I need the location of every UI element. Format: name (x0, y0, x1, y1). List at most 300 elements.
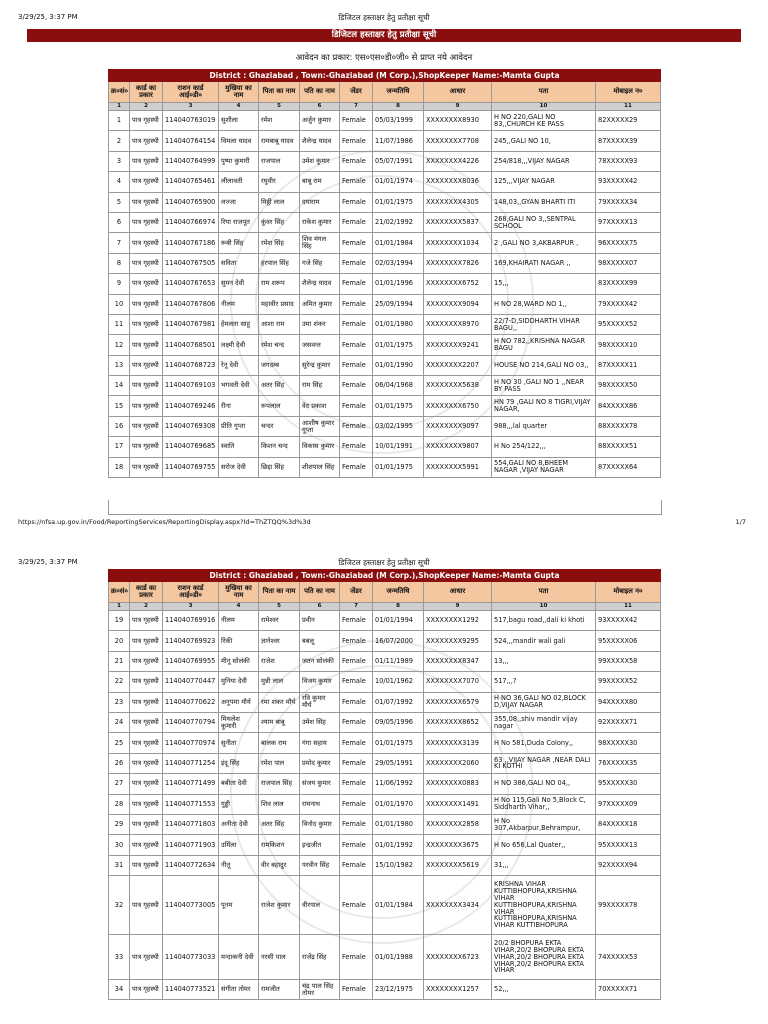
birth-date-cell: 01/01/1992 (373, 835, 424, 855)
aadhaar-cell: XXXXXXXX0883 (424, 774, 492, 794)
column-number: 9 (424, 103, 492, 111)
serial-no-cell: 1 (109, 111, 130, 131)
card-type-cell: पात्र गृहस्थी (130, 233, 163, 253)
head-name-cell: इंदू सिंह (219, 753, 259, 773)
head-name-cell: पुष्पा कुमारी (219, 151, 259, 171)
father-name-cell: कुंवर सिंह (259, 212, 300, 232)
mobile-cell: 76XXXXX35 (596, 753, 661, 773)
header-address: पता (492, 82, 596, 103)
mobile-cell: 99XXXXX58 (596, 651, 661, 671)
birth-date-cell: 23/12/1975 (373, 980, 424, 1000)
ration-card-id-cell: 114040769955 (163, 651, 219, 671)
head-name-cell: लीलावती (219, 172, 259, 192)
father-name-cell: रघुवीर (259, 172, 300, 192)
mobile-cell: 98XXXXX10 (596, 335, 661, 355)
head-name-cell: बबीता देवी (219, 774, 259, 794)
father-name-cell: हरपाल सिंह (259, 253, 300, 273)
gender-cell: Female (340, 314, 373, 334)
serial-no-cell: 3 (109, 151, 130, 171)
husband-name-cell: शैलेन्द्र यादव (300, 131, 340, 151)
head-name-cell: संगीता तोमर (219, 980, 259, 1000)
father-name-cell: राजेश कुमार (259, 876, 300, 935)
page-url[interactable]: https://nfsa.up.gov.in/Food/ReportingServices/ReportingDisplay.aspx?Id=ThZTQQ%3d%3d (18, 518, 311, 526)
aadhaar-cell: XXXXXXXX9295 (424, 631, 492, 651)
address-cell: H No 307,Akbarpur,Behrampur, (492, 814, 596, 834)
card-type-cell: पात्र गृहस्थी (130, 774, 163, 794)
header-father-name: पिता का नाम (259, 82, 300, 103)
mobile-cell: 92XXXXX71 (596, 712, 661, 732)
ration-card-id-cell: 114040771803 (163, 814, 219, 834)
table-row (109, 692, 661, 712)
birth-date-cell: 01/01/1974 (373, 172, 424, 192)
serial-no-cell: 2 (109, 131, 130, 151)
address-cell: H No 581,Duda Colony,, (492, 733, 596, 753)
aadhaar-cell: XXXXXXXX5837 (424, 212, 492, 232)
aadhaar-cell: XXXXXXXX6750 (424, 396, 492, 416)
aadhaar-cell: XXXXXXXX5991 (424, 457, 492, 477)
header-card-type: कार्ड का प्रकार (130, 82, 163, 103)
table-row (109, 855, 661, 875)
gender-cell: Female (340, 111, 373, 131)
header-aadhaar: आधार (424, 82, 492, 103)
head-name-cell: लज्जा (219, 192, 259, 212)
header-address: पता (492, 582, 596, 603)
husband-name-cell: शीशपाल सिंह (300, 457, 340, 477)
birth-date-cell: 21/02/1992 (373, 212, 424, 232)
mobile-cell: 95XXXXX06 (596, 631, 661, 651)
birth-date-cell: 01/01/1988 (373, 935, 424, 980)
column-number: 11 (596, 103, 661, 111)
address-cell: 988,,,lal quarter (492, 416, 596, 436)
table-row (109, 814, 661, 834)
card-type-cell: पात्र गृहस्थी (130, 192, 163, 212)
column-number: 3 (163, 603, 219, 611)
address-cell: 20/2 BHOPURA EKTA VIHAR,20/2 BHOPURA EKTA VIHAR,20/2 BHOPURA EKTA VIHAR,20/2 BHOPURA EKTA VIHAR (492, 935, 596, 980)
address-cell: 15,,, (492, 274, 596, 294)
header-card-type: कार्ड का प्रकार (130, 582, 163, 603)
card-type-cell: पात्र गृहस्थी (130, 355, 163, 375)
father-name-cell: जगदम्ब (259, 355, 300, 375)
serial-no-cell: 14 (109, 376, 130, 396)
address-cell: 125,,,VIJAY NAGAR (492, 172, 596, 192)
ration-card-id-cell: 114040769923 (163, 631, 219, 651)
gender-cell: Female (340, 631, 373, 651)
table-row (109, 733, 661, 753)
father-name-cell: रामकिशन (259, 835, 300, 855)
serial-no-cell: 34 (109, 980, 130, 1000)
birth-date-cell: 10/01/1962 (373, 672, 424, 692)
aadhaar-cell: XXXXXXXX1491 (424, 794, 492, 814)
card-type-cell: पात्र गृहस्थी (130, 935, 163, 980)
serial-no-cell: 12 (109, 335, 130, 355)
serial-no-cell: 24 (109, 712, 130, 732)
mobile-cell: 79XXXXX34 (596, 192, 661, 212)
father-name-cell: रामबाबू यादव (259, 131, 300, 151)
card-type-cell: पात्र गृहस्थी (130, 437, 163, 457)
table-row (109, 151, 661, 171)
card-type-cell: पात्र गृहस्थी (130, 692, 163, 712)
father-name-cell: रामजीत (259, 980, 300, 1000)
table-row (109, 233, 661, 253)
serial-no-cell: 7 (109, 233, 130, 253)
father-name-cell: रमा शंकर मौर्य (259, 692, 300, 712)
birth-date-cell: 11/07/1986 (373, 131, 424, 151)
card-type-cell: पात्र गृहस्थी (130, 151, 163, 171)
mobile-cell: 84XXXXX18 (596, 814, 661, 834)
birth-date-cell: 01/01/1975 (373, 192, 424, 212)
gender-cell: Female (340, 794, 373, 814)
header-mobile: मोबाइल न० (596, 82, 661, 103)
column-number: 6 (300, 603, 340, 611)
column-number: 6 (300, 103, 340, 111)
aadhaar-cell: XXXXXXXX3139 (424, 733, 492, 753)
aadhaar-cell: XXXXXXXX9241 (424, 335, 492, 355)
father-name-cell: अतर सिंह (259, 376, 300, 396)
print-timestamp: 3/29/25, 3:37 PM (18, 558, 78, 566)
header-husband-name: पति का नाम (300, 582, 340, 603)
head-name-cell: अनुपमा मौर्य (219, 692, 259, 712)
mobile-cell: 92XXXXX94 (596, 855, 661, 875)
husband-name-cell: गंगा सहाय (300, 733, 340, 753)
address-cell: H NO 36,GALI NO 02,BLOCK D,VIJAY NAGAR (492, 692, 596, 712)
address-cell: 13,,, (492, 651, 596, 671)
serial-no-cell: 5 (109, 192, 130, 212)
head-name-cell: नीतू (219, 855, 259, 875)
table-blank-tail (108, 500, 662, 515)
ration-card-id-cell: 114040769308 (163, 416, 219, 436)
column-number: 8 (373, 603, 424, 611)
head-name-cell: मन्दाकनी देवी (219, 935, 259, 980)
card-type-cell: पात्र गृहस्थी (130, 814, 163, 834)
head-name-cell: गुड्डी (219, 794, 259, 814)
column-number: 8 (373, 103, 424, 111)
father-name-cell: रमेश पाल (259, 753, 300, 773)
aadhaar-cell: XXXXXXXX2060 (424, 753, 492, 773)
aadhaar-cell: XXXXXXXX4305 (424, 192, 492, 212)
table-row (109, 172, 661, 192)
table-page1 (108, 69, 660, 478)
father-name-cell: श्याम बाबू (259, 712, 300, 732)
address-cell: H NO 28,WARD NO 1,, (492, 294, 596, 314)
address-cell: H No 115,Gali No 5,Block C, Siddharth Vihar,, (492, 794, 596, 814)
table-row (109, 611, 661, 631)
husband-name-cell: दयाराम (300, 192, 340, 212)
mobile-cell: 98XXXXX07 (596, 253, 661, 273)
head-name-cell: मुनिया देवी (219, 672, 259, 692)
birth-date-cell: 01/01/1975 (373, 733, 424, 753)
serial-no-cell: 16 (109, 416, 130, 436)
head-name-cell: पूनम (219, 876, 259, 935)
father-name-cell: अतर सिंह (259, 814, 300, 834)
address-cell: H NO 220,GALI NO 83,,CHURCH KE PASS (492, 111, 596, 131)
aadhaar-cell: XXXXXXXX8652 (424, 712, 492, 732)
print-timestamp: 3/29/25, 3:37 PM (18, 13, 78, 21)
ration-card-id-cell: 114040770447 (163, 672, 219, 692)
table-row (109, 212, 661, 232)
mobile-cell: 79XXXXX42 (596, 294, 661, 314)
mobile-cell: 94XXXXX80 (596, 692, 661, 712)
ration-card-id-cell: 114040764154 (163, 131, 219, 151)
husband-name-cell: विजय कुमार (300, 672, 340, 692)
gender-cell: Female (340, 131, 373, 151)
head-name-cell: अनीता देवी (219, 814, 259, 834)
head-name-cell: उर्मिला (219, 835, 259, 855)
serial-no-cell: 32 (109, 876, 130, 935)
table-row (109, 457, 661, 477)
header-gender: जेंडर (340, 82, 373, 103)
card-type-cell: पात्र गृहस्थी (130, 733, 163, 753)
address-cell: 63 ,,VIJAY NAGAR ,NEAR DALI KI KOTHI (492, 753, 596, 773)
address-cell: 524,,,mandir wali gali (492, 631, 596, 651)
address-cell: 517,bagu road,,dali ki khoti (492, 611, 596, 631)
father-name-cell: बालक राम (259, 733, 300, 753)
serial-no-cell: 11 (109, 314, 130, 334)
column-number: 4 (219, 603, 259, 611)
header-gender: जेंडर (340, 582, 373, 603)
gender-cell: Female (340, 774, 373, 794)
aadhaar-cell: XXXXXXXX9097 (424, 416, 492, 436)
address-cell: 169,KHAIRATI NAGAR ,, (492, 253, 596, 273)
father-name-cell: राम शरूप (259, 274, 300, 294)
address-cell: H No 656,Lal Quater,, (492, 835, 596, 855)
serial-no-cell: 25 (109, 733, 130, 753)
ration-card-id-cell: 114040767505 (163, 253, 219, 273)
serial-no-cell: 20 (109, 631, 130, 651)
column-number: 7 (340, 103, 373, 111)
table-row (109, 651, 661, 671)
card-type-cell: पात्र गृहस्थी (130, 212, 163, 232)
mobile-cell: 95XXXXX13 (596, 835, 661, 855)
card-type-cell: पात्र गृहस्थी (130, 753, 163, 773)
column-number: 1 (109, 103, 130, 111)
gender-cell: Female (340, 651, 373, 671)
birth-date-cell: 05/03/1999 (373, 111, 424, 131)
serial-no-cell: 13 (109, 355, 130, 375)
column-number: 1 (109, 603, 130, 611)
birth-date-cell: 01/01/1975 (373, 396, 424, 416)
address-cell: H NO 782,,KRISHNA NAGAR BAGU (492, 335, 596, 355)
table-row (109, 355, 661, 375)
card-type-cell: पात्र गृहस्थी (130, 396, 163, 416)
address-cell: 254/818,,,VIJAY NAGAR (492, 151, 596, 171)
mobile-cell: 99XXXXX52 (596, 672, 661, 692)
gender-cell: Female (340, 335, 373, 355)
column-number: 10 (492, 603, 596, 611)
husband-name-cell: शैलेन्द्र यादव (300, 274, 340, 294)
ration-card-id-cell: 114040773521 (163, 980, 219, 1000)
gender-cell: Female (340, 355, 373, 375)
mobile-cell: 97XXXXX13 (596, 212, 661, 232)
address-cell: H No 254/122,,, (492, 437, 596, 457)
birth-date-cell: 01/07/1992 (373, 692, 424, 712)
serial-no-cell: 6 (109, 212, 130, 232)
card-type-cell: पात्र गृहस्थी (130, 294, 163, 314)
table-row (109, 314, 661, 334)
husband-name-cell: रवि कुमार मौर्य (300, 692, 340, 712)
address-cell: 268,GALI NO 3,,SENTPAL SCHOOL (492, 212, 596, 232)
aadhaar-cell: XXXXXXXX9807 (424, 437, 492, 457)
ration-card-id-cell: 114040769103 (163, 376, 219, 396)
father-name-cell: राजपाल (259, 151, 300, 171)
gender-cell: Female (340, 192, 373, 212)
mobile-cell: 82XXXXX29 (596, 111, 661, 131)
serial-no-cell: 18 (109, 457, 130, 477)
birth-date-cell: 05/07/1991 (373, 151, 424, 171)
husband-name-cell: बाबू राम (300, 172, 340, 192)
address-cell: 245,,GALI NO 10, (492, 131, 596, 151)
aadhaar-cell: XXXXXXXX7826 (424, 253, 492, 273)
gender-cell: Female (340, 712, 373, 732)
head-name-cell: रीना (219, 396, 259, 416)
table-row (109, 294, 661, 314)
card-type-cell: पात्र गृहस्थी (130, 376, 163, 396)
address-cell: H NO 386,GALI NO 04,, (492, 774, 596, 794)
address-cell: HN 79 ,GALI NO 8 TIGRI,VIJAY NAGAR, (492, 396, 596, 416)
ration-card-id-cell: 114040766974 (163, 212, 219, 232)
husband-name-cell: राम सिंह (300, 376, 340, 396)
ration-card-id-cell: 114040770974 (163, 733, 219, 753)
mobile-cell: 88XXXXX78 (596, 416, 661, 436)
header-ration-card-id: राशन कार्ड आई०डी० (163, 82, 219, 103)
table-row (109, 774, 661, 794)
header-ration-card-id: राशन कार्ड आई०डी० (163, 582, 219, 603)
husband-name-cell: संजय कुमार (300, 774, 340, 794)
table-row (109, 935, 661, 980)
father-name-cell: वीर बहादुर (259, 855, 300, 875)
mobile-cell: 70XXXXX71 (596, 980, 661, 1000)
table-row (109, 712, 661, 732)
gender-cell: Female (340, 376, 373, 396)
gender-cell: Female (340, 611, 373, 631)
gender-cell: Female (340, 294, 373, 314)
gender-cell: Female (340, 274, 373, 294)
husband-name-cell: सुरेन्द्र कुमार (300, 355, 340, 375)
aadhaar-cell: XXXXXXXX2207 (424, 355, 492, 375)
birth-date-cell: 01/01/1996 (373, 274, 424, 294)
serial-no-cell: 9 (109, 274, 130, 294)
ration-card-id-cell: 114040765461 (163, 172, 219, 192)
ration-card-id-cell: 114040768723 (163, 355, 219, 375)
ration-card-id-cell: 114040767186 (163, 233, 219, 253)
header-birth-date: जन्मतिथि (373, 582, 424, 603)
husband-name-cell: वीरपाल (300, 876, 340, 935)
header-title: डिजिटल हस्ताक्षर हेतु प्रतीक्षा सूची (338, 558, 430, 567)
ration-card-id-cell: 114040771254 (163, 753, 219, 773)
table-page2 (108, 569, 660, 1000)
father-name-cell: रूपलाल (259, 396, 300, 416)
column-number: 2 (130, 603, 163, 611)
gender-cell: Female (340, 692, 373, 712)
ration-card-id-cell: 114040771903 (163, 835, 219, 855)
ration-card-id-cell: 114040773005 (163, 876, 219, 935)
ration-card-id-cell: 114040771499 (163, 774, 219, 794)
aadhaar-cell: XXXXXXXX1034 (424, 233, 492, 253)
husband-name-cell: आशीष कुमार गुप्ता (300, 416, 340, 436)
ration-card-id-cell: 114040772634 (163, 855, 219, 875)
head-name-cell: रेनू देवी (219, 355, 259, 375)
birth-date-cell: 01/01/1984 (373, 876, 424, 935)
gender-cell: Female (340, 151, 373, 171)
aadhaar-cell: XXXXXXXX8930 (424, 111, 492, 131)
column-number: 11 (596, 603, 661, 611)
aadhaar-cell: XXXXXXXX7708 (424, 131, 492, 151)
head-name-cell: प्रीति गुप्ता (219, 416, 259, 436)
husband-name-cell: राजेंद्र सिंह (300, 935, 340, 980)
gender-cell: Female (340, 855, 373, 875)
column-number: 3 (163, 103, 219, 111)
column-number: 4 (219, 103, 259, 111)
head-name-cell: नीलम (219, 294, 259, 314)
page1-header (0, 10, 768, 24)
ration-card-id-cell: 114040768501 (163, 335, 219, 355)
aadhaar-cell: XXXXXXXX5619 (424, 855, 492, 875)
header-head-name: मुखिया का नाम (219, 82, 259, 103)
gender-cell: Female (340, 835, 373, 855)
aadhaar-cell: XXXXXXXX8036 (424, 172, 492, 192)
birth-date-cell: 11/06/1992 (373, 774, 424, 794)
father-name-cell: नरसी पाल (259, 935, 300, 980)
serial-no-cell: 26 (109, 753, 130, 773)
husband-name-cell: उमेश सिंह (300, 712, 340, 732)
table-row (109, 416, 661, 436)
husband-name-cell: विनोद कुमार (300, 814, 340, 834)
husband-name-cell: परवीन सिंह (300, 855, 340, 875)
birth-date-cell: 01/01/1975 (373, 335, 424, 355)
father-name-cell: मिट्ठी लाल (259, 192, 300, 212)
head-name-cell: रूबी सिंह (219, 233, 259, 253)
father-name-cell: शिव लाल (259, 794, 300, 814)
gender-cell: Female (340, 457, 373, 477)
aadhaar-cell: XXXXXXXX6579 (424, 692, 492, 712)
birth-date-cell: 29/05/1991 (373, 753, 424, 773)
husband-name-cell: प्रवीन (300, 611, 340, 631)
card-type-cell: पात्र गृहस्थी (130, 611, 163, 631)
page2-header (0, 555, 768, 569)
mobile-cell: 95XXXXX30 (596, 774, 661, 794)
head-name-cell: भगवती देवी (219, 376, 259, 396)
serial-no-cell: 28 (109, 794, 130, 814)
serial-no-cell: 30 (109, 835, 130, 855)
column-number: 5 (259, 103, 300, 111)
head-name-cell: हेमलता साहू (219, 314, 259, 334)
address-cell: 355,08,,shiv mandir vijay nagar (492, 712, 596, 732)
father-name-cell: ज्ञानेश्वर (259, 631, 300, 651)
column-number: 10 (492, 103, 596, 111)
gender-cell: Female (340, 437, 373, 457)
head-name-cell: स्वाति (219, 437, 259, 457)
table-row (109, 794, 661, 814)
ration-card-id-cell: 114040773033 (163, 935, 219, 980)
husband-name-cell: शिव मंगल सिंह (300, 233, 340, 253)
ration-card-id-cell: 114040771553 (163, 794, 219, 814)
mobile-cell: 78XXXXX93 (596, 151, 661, 171)
district-title: District : Ghaziabad , Town:-Ghaziabad (M Corp.),ShopKeeper Name:-Mamta Gupta (109, 570, 661, 582)
column-number: 7 (340, 603, 373, 611)
head-name-cell: विमला यादव (219, 131, 259, 151)
husband-name-cell: वेद प्रकाश (300, 396, 340, 416)
serial-no-cell: 27 (109, 774, 130, 794)
card-type-cell: पात्र गृहस्थी (130, 855, 163, 875)
birth-date-cell: 15/10/1982 (373, 855, 424, 875)
gender-cell: Female (340, 733, 373, 753)
serial-no-cell: 21 (109, 651, 130, 671)
gender-cell: Female (340, 935, 373, 980)
husband-name-cell: गजे सिंह (300, 253, 340, 273)
head-name-cell: रिया राजपूत (219, 212, 259, 232)
father-name-cell: रमेश सिंह (259, 233, 300, 253)
husband-name-cell: प्रमोद कुमार (300, 753, 340, 773)
father-name-cell: मुन्नी लाल (259, 672, 300, 692)
